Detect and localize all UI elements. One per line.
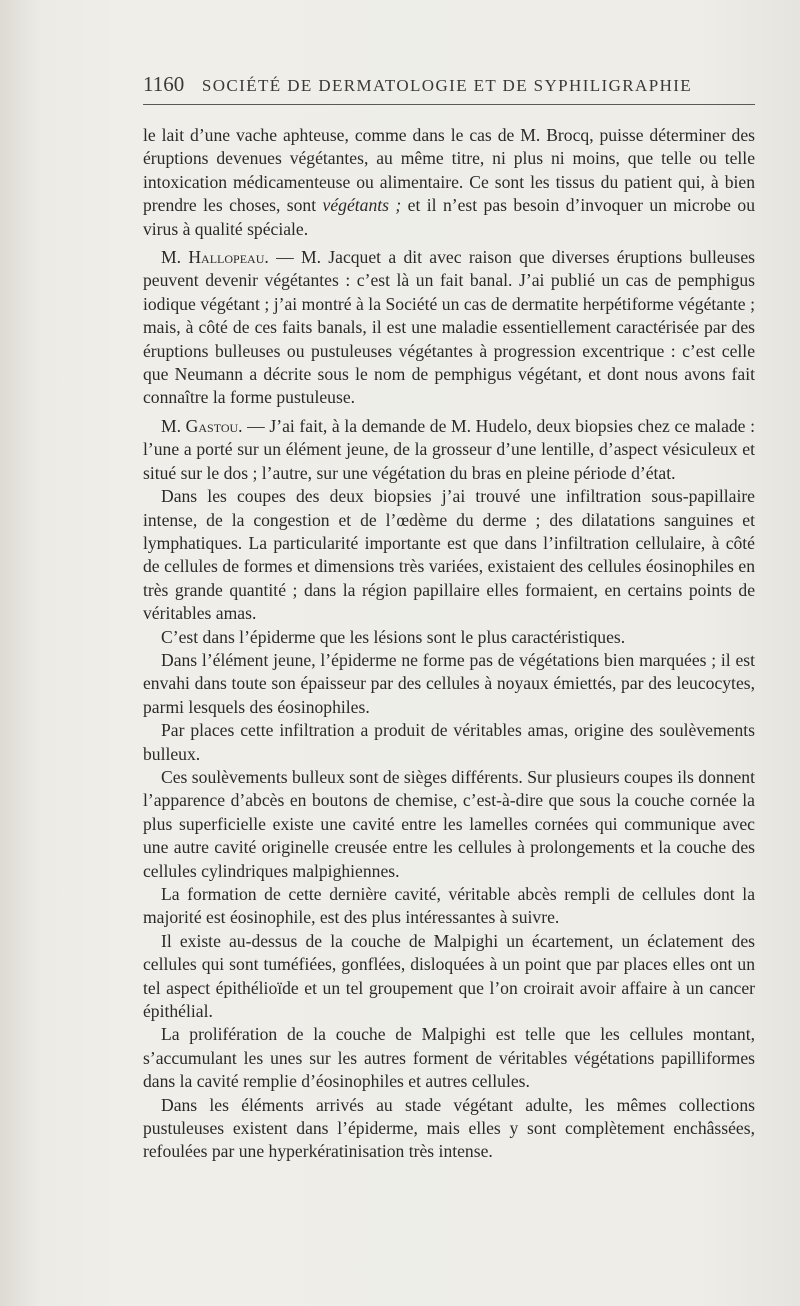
running-header [143, 72, 755, 97]
paragraph: Il existe au-dessus de la couche de Malpighi un écartement, un éclatement des cellules qui sont tuméfiées, gonflées, disloquées à un point que par places elles ont un tel aspect épithélioïde et un tel groupement que l’on croirait avoir affaire à un cancer épithélial. [143, 930, 755, 1022]
paragraph: M. Gastou. — J’ai fait, à la demande de M. Hudelo, deux biopsies chez ce malade : l’une a porté sur un élément jeune, de la grosseur d’une lentille, d’aspect vésiculeux et situé sur le dos ; l’autre, sur une végétation du bras en pleine période d’état. [143, 415, 755, 483]
running-title: SOCIÉTÉ DE DERMATOLOGIE ET DE SYPHILIGRAPHIE [201, 76, 693, 95]
page-number: 1160 [143, 72, 185, 96]
paragraph: Dans les éléments arrivés au stade végétant adulte, les mêmes collections pustuleuses existent dans l’épiderme, mais elles y sont complètement enchâssées, refoulées par une hyperkératinisation très intense. [143, 1094, 755, 1162]
paragraph: Dans l’élément jeune, l’épiderme ne forme pas de végétations bien marquées ; il est envahi dans toute son épaisseur par des cellules à noyaux émiettés, par des leucocytes, parmi lesquels des éosinophiles. [143, 649, 755, 717]
paragraph: La formation de cette dernière cavité, véritable abcès rempli de cellules dont la majorité est éosinophile, est des plus intéressantes à suivre. [143, 884, 755, 928]
italic-term: végétants ; [322, 195, 402, 216]
paragraph: La prolifération de la couche de Malpighi est telle que les cellules montant, s’accumulant les unes sur les autres forment de véritables végétations papilliformes dans la cavité remplie d’éosinophiles et autres cellules. [143, 1024, 755, 1092]
header-rule [143, 104, 755, 105]
speaker-name: Gastou. [185, 415, 243, 436]
paragraph: Dans les coupes des deux biopsies j’ai trouvé une infiltration sous-papillaire intense, de la congestion et de l’œdème du derme ; des dilatations sanguines et lymphatiques. La particularité importante est que dans l’infiltration cellulaire, à côté de cellules de formes et dimensions très variées, existaient des cellules éosinophiles en très grande quantité ; dans la région papillaire elles formaient, en certains points de véritables amas. [143, 486, 755, 624]
paragraph: Par places cette infiltration a produit de véritables amas, origine des soulèvements bulleux. [143, 720, 755, 764]
speaker-name: Hallopeau. [188, 247, 269, 268]
paragraph: M. Hallopeau. — M. Jacquet a dit avec raison que diverses éruptions bulleuses peuvent devenir végétantes : c’est là un fait banal. J’ai publié un cas de pemphigus iodique végétant ; j’ai montré à la Société un cas de dermatite herpétiforme végétante ; mais, à côté de ces faits banals, il est une maladie essentiellement caractérisée par des éruptions bulleuses ou pustuleuses végétantes à progression excentrique : c’est celle que Neumann a décrite sous le nom de pemphigus végétant, et dont nous avons fait connaître la forme pustuleuse. [143, 247, 755, 408]
paragraph: C’est dans l’épiderme que les lésions sont le plus caractéristiques. [161, 626, 626, 647]
body-text [143, 124, 755, 1164]
paragraph: Ces soulèvements bulleux sont de sièges différents. Sur plusieurs coupes ils donnent l’apparence d’abcès en boutons de chemise, c’est-à-dire que sous la couche cornée la plus superficielle existe une cavité entre les lamelles cornées qui communique avec une autre cavité originelle creusée entre les cellules à prolongements et la couche des cellules cylindriques malpighiennes. [143, 766, 755, 881]
paragraph: le lait d’une vache aphteuse, comme dans le cas de M. Brocq, puisse déterminer des éruptions devenues végétantes, au même titre, ni plus ni moins, que telle ou telle intoxication médicamenteuse ou alimentaire. Ce sont les tissus du patient qui, à bien prendre les choses, sont végétants ; et il n’est pas besoin d’invoquer un microbe ou virus à qualité spéciale. [143, 125, 755, 239]
